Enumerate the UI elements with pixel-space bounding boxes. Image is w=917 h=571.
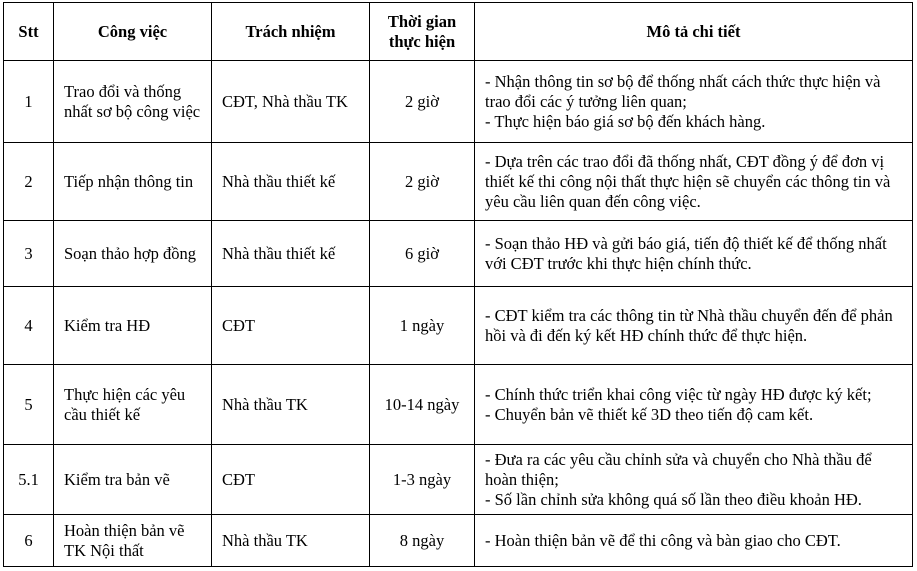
row-duration: 8 ngày [370,515,475,567]
row-description [475,287,913,365]
row-task: Tiếp nhận thông tin [54,143,212,221]
row-duration: 10-14 ngày [370,365,475,445]
row-responsibility: CĐT, Nhà thầu TK [212,61,370,143]
row-responsibility: CĐT [212,445,370,515]
row-duration: 2 giờ [370,61,475,143]
row-responsibility: Nhà thầu thiết kế [212,143,370,221]
table-row [4,515,913,567]
header-description: Mô tả chi tiết [475,3,913,61]
description-line: - Chuyển bản vẽ thiết kế 3D theo tiến độ cam kết. [485,404,814,424]
row-responsibility: Nhà thầu TK [212,515,370,567]
row-duration: 2 giờ [370,143,475,221]
table-header-row [4,3,913,61]
header-stt: Stt [4,3,54,61]
header-responsibility: Trách nhiệm [212,3,370,61]
table-row [4,61,913,143]
row-stt: 2 [4,143,54,221]
row-stt: 5 [4,365,54,445]
description-line: - Thực hiện báo giá sơ bộ đến khách hàng. [485,111,766,131]
table-body [4,61,913,567]
table-row [4,365,913,445]
row-task: Thực hiện các yêu cầu thiết kế [54,365,212,445]
description-line: - Dựa trên các trao đổi đã thống nhất, CĐT đồng ý để đơn vị thiết kế thi công nội thất thực hiện sẽ chuyển các thông tin và yêu cầu liên quan đến công việc. [485,151,891,211]
row-duration: 6 giờ [370,221,475,287]
row-task: Hoàn thiện bản vẽ TK Nội thất [54,515,212,567]
work-schedule-table [3,2,913,567]
row-duration: 1-3 ngày [370,445,475,515]
row-responsibility: Nhà thầu thiết kế [212,221,370,287]
row-task: Kiểm tra HĐ [54,287,212,365]
row-responsibility: Nhà thầu TK [212,365,370,445]
table-row [4,143,913,221]
row-duration: 1 ngày [370,287,475,365]
description-line: - Đưa ra các yêu cầu chỉnh sửa và chuyển cho Nhà thầu để hoàn thiện; [485,449,872,489]
description-line: - Số lần chỉnh sửa không quá số lần theo điều khoản HĐ. [485,489,862,509]
row-stt: 6 [4,515,54,567]
row-description [475,445,913,515]
row-description [475,143,913,221]
header-duration: Thời gian thực hiện [370,3,475,61]
row-stt: 1 [4,61,54,143]
row-stt: 3 [4,221,54,287]
row-responsibility: CĐT [212,287,370,365]
description-line: - CĐT kiểm tra các thông tin từ Nhà thầu chuyển đến để phản hồi và đi đến ký kết HĐ chính thức để thực hiện. [485,305,893,345]
table-row [4,287,913,365]
table-row [4,221,913,287]
description-line: - Soạn thảo HĐ và gửi báo giá, tiến độ thiết kế để thống nhất với CĐT trước khi thực hiện chính thức. [485,233,887,273]
description-line: - Chính thức triển khai công việc từ ngày HĐ được ký kết; [485,384,872,404]
row-task: Kiểm tra bản vẽ [54,445,212,515]
row-task: Soạn thảo hợp đồng [54,221,212,287]
row-description [475,221,913,287]
row-stt: 5.1 [4,445,54,515]
header-task: Công việc [54,3,212,61]
row-description [475,61,913,143]
row-stt: 4 [4,287,54,365]
description-line: - Nhận thông tin sơ bộ để thống nhất cách thức thực hiện và trao đổi các ý tưởng liên quan; [485,71,881,111]
row-description [475,515,913,567]
table-row [4,445,913,515]
row-description [475,365,913,445]
row-task: Trao đổi và thống nhất sơ bộ công việc [54,61,212,143]
description-line: - Hoàn thiện bản vẽ để thi công và bàn giao cho CĐT. [485,530,841,550]
